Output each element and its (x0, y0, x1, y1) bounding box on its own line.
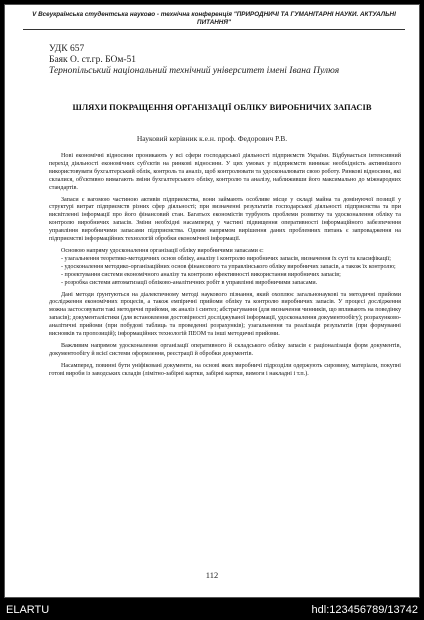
handle-id: hdl:123456789/13742 (311, 604, 418, 616)
paragraph: Нові економічні відносини проникають у всі сфери господарської діяльності підприємств України. Відбувається інтенсивний перехід діяльності економічних суб'єктів на ринкові відносини. У цих умовах у підприємств виникає необхідність активнішого використовувати бухгалтерський облік, контроль та аналіз, щоб контролювати та удосконалювати свою роботу. Ринкові відносини, які склалися, об'єктивно вимагають зміни бухгалтерського обліку, контролю та аналізу, наближивши його максимально до міжнародних стандартів. (49, 153, 401, 191)
author-line: Баяк О. ст.гр. БОм-51 (49, 55, 136, 65)
paragraph: Запаси є вагомою частиною активів підприємства, вони займають особливе місце у складі майна та домінуючої позиції у структурі витрат підприємств різних сфер діяльності; при визначенні результатів господарської діяльності підприємства та при висвітленні інформації про його фінансовий стан. Багатьох економістів турбують проблеми розвитку та удосконалення обліку та контролю виробничих запасів. Зміни необхідні насамперед у частині підвищення оперативності інформаційного забезпечення управління виробничими запасами підприємства. Одним напрямом вирішення даних проблемних питань є запровадження на підприємстві інформаційних технологій обробки економічної інформації. (49, 196, 401, 243)
header-divider (23, 29, 405, 30)
affiliation-line: Тернопільський національний технічний університет імені Івана Пулюя (49, 66, 340, 76)
article-body (49, 153, 401, 379)
article-title: ШЛЯХИ ПОКРАЩЕННЯ ОРГАНІЗАЦІЇ ОБЛІКУ ВИРОБНИЧИХ ЗАПАСІВ (72, 102, 372, 112)
supervisor-line: Науковий керівник к.е.н. проф. Федорович Р.В. (136, 134, 288, 143)
paragraph: Важливим напрямом удосконалення організації оперативного й складського обліку запасів є раціоналізація форм документів, документообігу й всієї системи оформлення, реєстрації й обробки документів. (49, 342, 401, 357)
list-item: - проектування системи економічного аналізу та контролю ефективності використання виробничих запасів; (61, 271, 341, 278)
document-page (4, 4, 420, 598)
list-item: - узагальнення теоретико-методичних основ обліку, аналізу і контролю виробничих запасів, визначення їх суті та класифікації; (61, 255, 391, 262)
paragraph: Насамперед, повинні бути уніфіковані документи, на основі яких виробничі підрозділи одержують сировину, матеріали, покупні готові вироби із заводських складів (лімітно-забірні картки, забірні картки, вимоги і накладні і т.п.). (49, 362, 401, 377)
page-number: 112 (205, 570, 219, 580)
repository-footer (0, 598, 424, 620)
paragraph: Дані методи ґрунтуються на діалектичному методі наукового пізнання, який охоплює загальнонаукові та методичні прийоми дослідження економічних процесів, а також емпіричні прийоми обліку та контролю виробничих запасів. У процесі дослідження можна застосовувати такі методичні прийоми, як аналіз і синтез; абстрагування (для визначення чинників, що впливають на поведінку запасів); документалістики (для встановлення достовірності досліджуваної інформації, удосконалення документообігу); розрахунково-аналітичні прийоми (при побудові таблиць та проведенні розрахунків); узагальнення та реалізація результатів (при формуванні висновків та пропозицій); інформаційних технологій ПЕОМ та інші методичні прийоми. (49, 291, 401, 338)
list-item: - розробка системи автоматизації обліково-аналітичних робіт в управлінні виробничими запасами. (61, 279, 318, 286)
conference-header: V Всеукраїнська студентська науково - технічна конференція "ПРИРОДНИЧІ ТА ГУМАНІТАРНІ НАУКИ. АКТУАЛЬНІ ПИТАННЯ" (32, 11, 396, 26)
repository-name: ELARTU (6, 604, 50, 616)
list-item: - удосконалення методико-організаційних основ фінансового та управлінського обліку виробничих запасів, а також їх контролю; (61, 263, 396, 270)
udk-code: УДК 657 (49, 44, 85, 54)
article-meta (49, 44, 399, 77)
paragraph: Основою напряму удосконалення організації обліку виробничими запасами є: (61, 247, 264, 254)
